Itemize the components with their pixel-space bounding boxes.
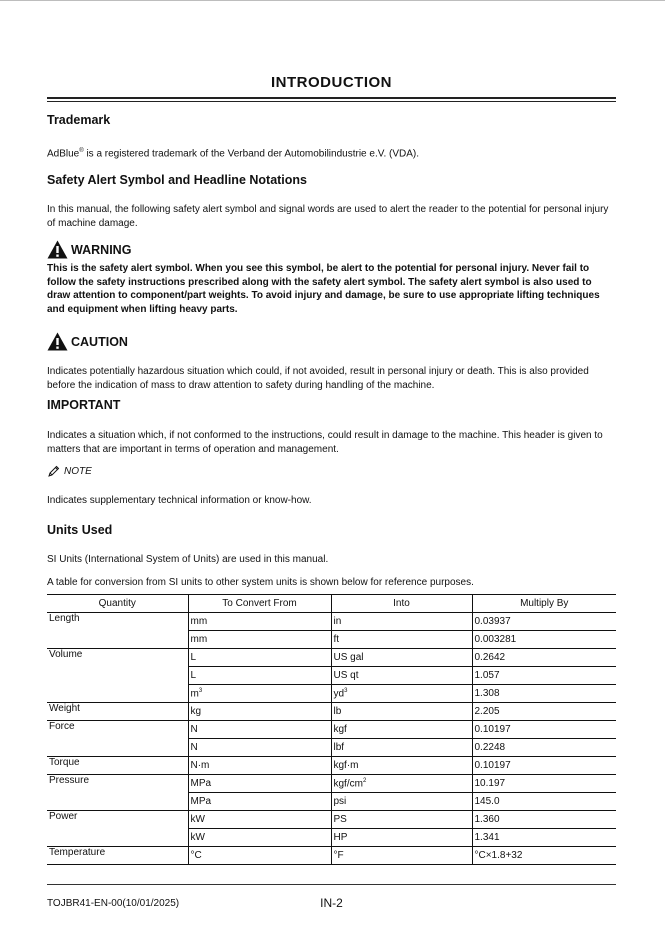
factor-cell: 0.10197	[472, 757, 616, 775]
table-row	[47, 685, 616, 703]
from-unit-cell: N	[188, 721, 331, 739]
into-unit-cell: kgf	[331, 721, 472, 739]
column-header-quantity: Quantity	[47, 595, 188, 613]
quantity-cell	[47, 685, 188, 703]
from-unit-cell: N	[188, 739, 331, 757]
si-units-text: SI Units (International System of Units) are used in this manual.	[47, 554, 329, 565]
column-header-into: Into	[331, 595, 472, 613]
table-row	[47, 829, 616, 847]
units-heading: Units Used	[47, 523, 113, 537]
unit-base: yd	[333, 688, 345, 700]
table-row	[47, 649, 616, 667]
table-row	[47, 721, 616, 739]
table-row	[47, 703, 616, 721]
into-unit-cell: kgf·m	[331, 757, 472, 775]
from-unit-cell: kW	[188, 811, 331, 829]
caution-label: CAUTION	[71, 334, 128, 349]
from-unit-cell: kg	[188, 703, 331, 721]
table-row	[47, 793, 616, 811]
page-number: IN-2	[320, 896, 343, 910]
table-header-row	[47, 595, 616, 613]
table-row	[47, 811, 616, 829]
from-unit-cell: kW	[188, 829, 331, 847]
conversion-table-intro: A table for conversion from SI units to other system units is shown below for reference purposes.	[47, 577, 474, 588]
factor-cell: °C×1.8+32	[472, 847, 616, 865]
from-unit-cell: MPa	[188, 793, 331, 811]
factor-cell: 1.341	[472, 829, 616, 847]
into-unit-cell	[331, 775, 472, 793]
into-unit-cell: lbf	[331, 739, 472, 757]
warning-triangle-icon	[47, 332, 68, 351]
trademark-statement: is a registered trademark of the Verband der Automobilindustrie e.V. (VDA).	[83, 148, 420, 160]
factor-cell: 1.360	[472, 811, 616, 829]
table-row	[47, 847, 616, 865]
into-unit-cell: US qt	[331, 667, 472, 685]
from-unit-cell	[188, 685, 331, 703]
from-unit-cell: N·m	[188, 757, 331, 775]
unit-exponent: 2	[362, 777, 367, 784]
quantity-cell: Volume	[49, 649, 83, 660]
quantity-cell	[47, 667, 188, 685]
into-unit-cell: ft	[331, 631, 472, 649]
column-header-from: To Convert From	[188, 595, 331, 613]
from-unit-cell: L	[188, 649, 331, 667]
factor-cell: 0.2248	[472, 739, 616, 757]
trademark-brand: AdBlue	[47, 148, 80, 160]
top-border	[0, 0, 665, 1]
quantity-cell: Length	[49, 613, 80, 624]
pencil-icon	[47, 465, 60, 478]
title-rule	[47, 97, 616, 99]
safety-intro: In this manual, the following safety alert symbol and signal words are used to alert the reader to the potential for personal injury of machine damage.	[47, 204, 609, 229]
column-header-factor: Multiply By	[472, 595, 616, 613]
quantity-cell	[47, 829, 188, 847]
into-unit-cell: °F	[331, 847, 472, 865]
table-row	[47, 775, 616, 793]
table-row	[47, 667, 616, 685]
table-row	[47, 613, 616, 631]
warning-label: WARNING	[71, 242, 132, 257]
quantity-cell: Pressure	[49, 775, 90, 786]
table-row	[47, 739, 616, 757]
into-unit-cell: HP	[331, 829, 472, 847]
document-id: TOJBR41-EN-00(10/01/2025)	[47, 898, 180, 909]
factor-cell: 10.197	[472, 775, 616, 793]
unit-exponent: 3	[344, 687, 348, 694]
into-unit-cell: US gal	[331, 649, 472, 667]
into-unit-cell	[331, 685, 472, 703]
quantity-cell: Force	[49, 721, 75, 732]
title-rule-thin	[47, 101, 616, 102]
registered-mark: ®	[79, 148, 84, 154]
factor-cell: 0.2642	[472, 649, 616, 667]
table-row	[47, 631, 616, 649]
from-unit-cell: °C	[188, 847, 331, 865]
important-text: Indicates a situation which, if not conformed to the instructions, could result in damage to the machine. This header is given to matters that are important in terms of operation and management.	[47, 430, 603, 455]
caution-signal	[47, 332, 128, 351]
manual-page	[47, 0, 616, 943]
unit-base: kgf/cm	[333, 778, 363, 790]
unit-base: m	[190, 688, 199, 700]
from-unit-cell: mm	[188, 631, 331, 649]
trademark-text	[47, 145, 616, 161]
factor-cell: 1.057	[472, 667, 616, 685]
quantity-cell: Torque	[47, 757, 188, 775]
quantity-cell: Weight	[47, 703, 188, 721]
into-unit-cell: in	[331, 613, 472, 631]
warning-text: This is the safety alert symbol. When you see this symbol, be alert to the potential for personal injury. Never fail to follow the safety instructions prescribed along with the safety alert symbol. The safety alert symbol is also used to draw attention to component/part weights. To avoid injury and damage, be sure to use appropriate lifting techniques and equipment when lifting heavy parts.	[47, 263, 600, 315]
from-unit-cell: MPa	[188, 775, 331, 793]
important-heading: IMPORTANT	[47, 398, 121, 412]
factor-cell: 0.03937	[472, 613, 616, 631]
into-unit-cell: psi	[331, 793, 472, 811]
safety-heading: Safety Alert Symbol and Headline Notations	[47, 173, 308, 187]
table-row	[47, 757, 616, 775]
into-unit-cell: lb	[331, 703, 472, 721]
factor-cell: 1.308	[472, 685, 616, 703]
note-label: NOTE	[64, 466, 92, 477]
from-unit-cell: mm	[188, 613, 331, 631]
warning-triangle-icon	[47, 240, 68, 259]
factor-cell: 2.205	[472, 703, 616, 721]
factor-cell: 145.0	[472, 793, 616, 811]
quantity-cell	[47, 793, 188, 811]
note-text: Indicates supplementary technical information or know-how.	[47, 495, 312, 506]
note-signal	[47, 465, 92, 478]
quantity-cell: Power	[49, 811, 78, 822]
quantity-cell	[47, 739, 188, 757]
factor-cell: 0.003281	[472, 631, 616, 649]
footer-rule	[47, 884, 616, 885]
quantity-cell	[47, 631, 188, 649]
into-unit-cell: PS	[331, 811, 472, 829]
quantity-cell: Temperature	[47, 847, 188, 865]
from-unit-cell: L	[188, 667, 331, 685]
caution-text: Indicates potentially hazardous situation which could, if not avoided, result in personal injury or death. This is also provided before the indication of mass to draw attention to safety during handling of the machine.	[47, 366, 589, 391]
page-title: INTRODUCTION	[271, 74, 392, 91]
factor-cell: 0.10197	[472, 721, 616, 739]
trademark-heading: Trademark	[47, 113, 111, 127]
unit-conversion-table	[47, 594, 616, 865]
unit-exponent: 3	[198, 687, 203, 694]
warning-signal	[47, 240, 131, 259]
